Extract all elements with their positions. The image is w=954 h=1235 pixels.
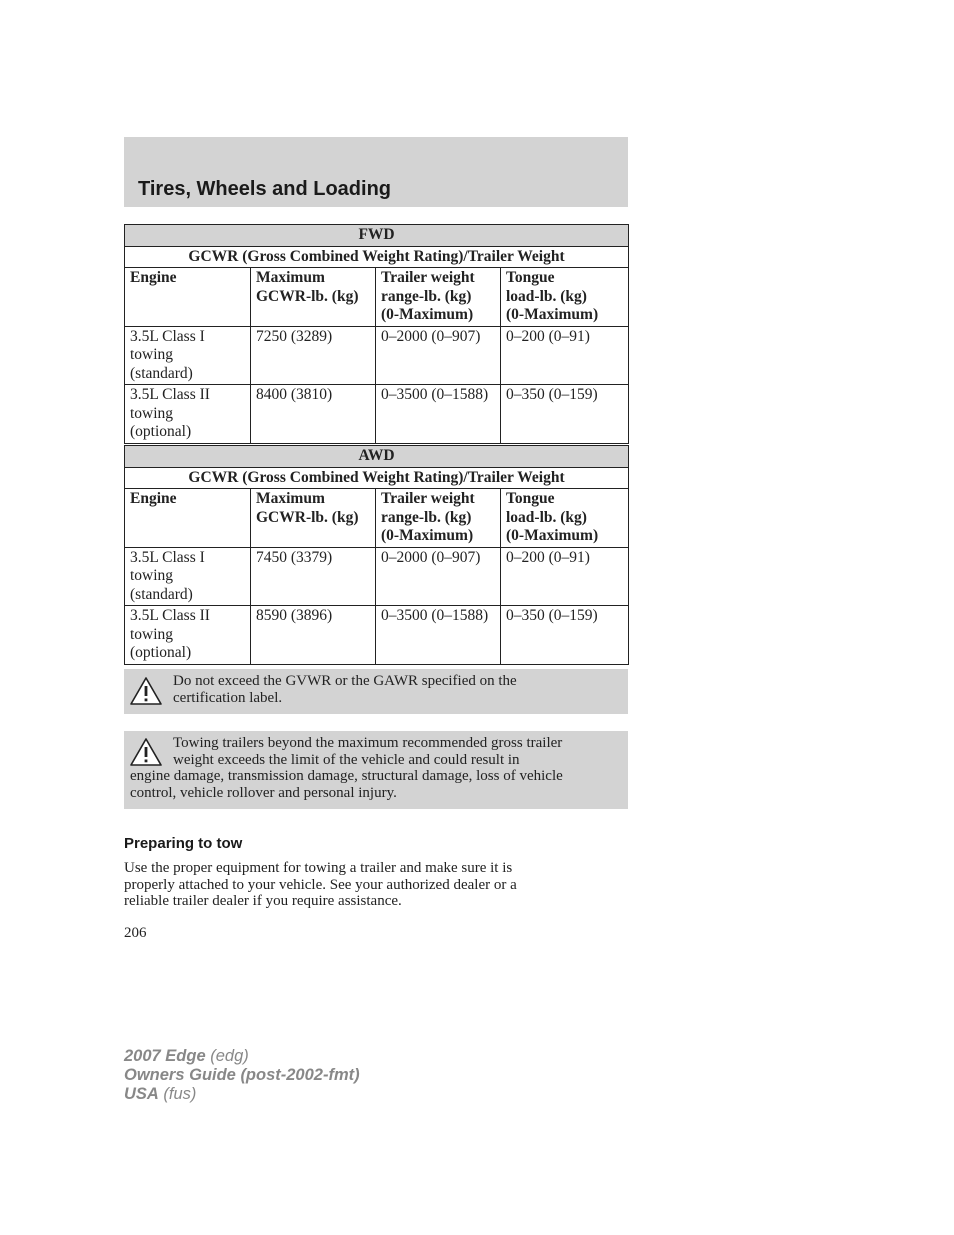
body-paragraph: Use the proper equipment for towing a trailer and make sure it is properly attached to your vehicle. See your authorized dealer or a reliable trailer dealer if you require assistance. — [124, 860, 517, 909]
column-header-max-gcwr: Maximum GCWR-lb. (kg) — [251, 489, 376, 548]
trailer-weight-cell: 0–3500 (0–1588) — [376, 385, 501, 444]
header-band — [124, 137, 628, 207]
table-title: AWD — [125, 446, 629, 468]
gcwr-cell: 8590 (3896) — [251, 606, 376, 665]
tongue-load-cell: 0–350 (0–159) — [501, 606, 629, 665]
table-row — [125, 606, 629, 665]
tongue-load-cell: 0–350 (0–159) — [501, 385, 629, 444]
gcwr-cell: 7250 (3289) — [251, 326, 376, 385]
engine-cell: 3.5L Class I towing (standard) — [125, 326, 251, 385]
column-header-engine: Engine — [125, 489, 251, 548]
warning-box — [124, 731, 628, 809]
column-header-trailer-weight: Trailer weight range-lb. (kg) (0-Maximum) — [376, 489, 501, 548]
engine-cell: 3.5L Class II towing (optional) — [125, 606, 251, 665]
table-row — [125, 547, 629, 606]
warning-text: Do not exceed the GVWR or the GAWR specified on the certification label. — [173, 673, 517, 706]
warning-box — [124, 669, 628, 714]
warning-triangle-icon — [129, 737, 163, 767]
table-subtitle: GCWR (Gross Combined Weight Rating)/Trailer Weight — [125, 246, 629, 268]
column-header-trailer-weight: Trailer weight range-lb. (kg) (0-Maximum) — [376, 268, 501, 327]
trailer-weight-cell: 0–2000 (0–907) — [376, 547, 501, 606]
warning-text: Towing trailers beyond the maximum recommended gross trailer weight exceeds the limit of the vehicle and could result in — [173, 735, 563, 768]
table-row — [125, 326, 629, 385]
warning-triangle-icon — [129, 676, 163, 706]
footer: 2007 Edge (edg) Owners Guide (post-2002-fmt) USA (fus) — [124, 1047, 360, 1103]
table-subtitle: GCWR (Gross Combined Weight Rating)/Trailer Weight — [125, 467, 629, 489]
gcwr-cell: 8400 (3810) — [251, 385, 376, 444]
gcwr-cell: 7450 (3379) — [251, 547, 376, 606]
table-row — [125, 385, 629, 444]
table-title: FWD — [125, 225, 629, 247]
awd-table — [124, 445, 629, 665]
column-header-engine: Engine — [125, 268, 251, 327]
engine-cell: 3.5L Class I towing (standard) — [125, 547, 251, 606]
tongue-load-cell: 0–200 (0–91) — [501, 547, 629, 606]
page-number: 206 — [124, 925, 147, 941]
column-header-max-gcwr: Maximum GCWR-lb. (kg) — [251, 268, 376, 327]
warning-text-continued: engine damage, transmission damage, structural damage, loss of vehicle control, vehicle rollover and personal injury. — [130, 768, 563, 801]
trailer-weight-cell: 0–2000 (0–907) — [376, 326, 501, 385]
page-title: Tires, Wheels and Loading — [138, 178, 392, 200]
section-heading: Preparing to tow — [124, 835, 243, 852]
tongue-load-cell: 0–200 (0–91) — [501, 326, 629, 385]
engine-cell: 3.5L Class II towing (optional) — [125, 385, 251, 444]
column-header-tongue-load: Tongue load-lb. (kg) (0-Maximum) — [501, 268, 629, 327]
fwd-table — [124, 224, 629, 444]
trailer-weight-cell: 0–3500 (0–1588) — [376, 606, 501, 665]
column-header-tongue-load: Tongue load-lb. (kg) (0-Maximum) — [501, 489, 629, 548]
